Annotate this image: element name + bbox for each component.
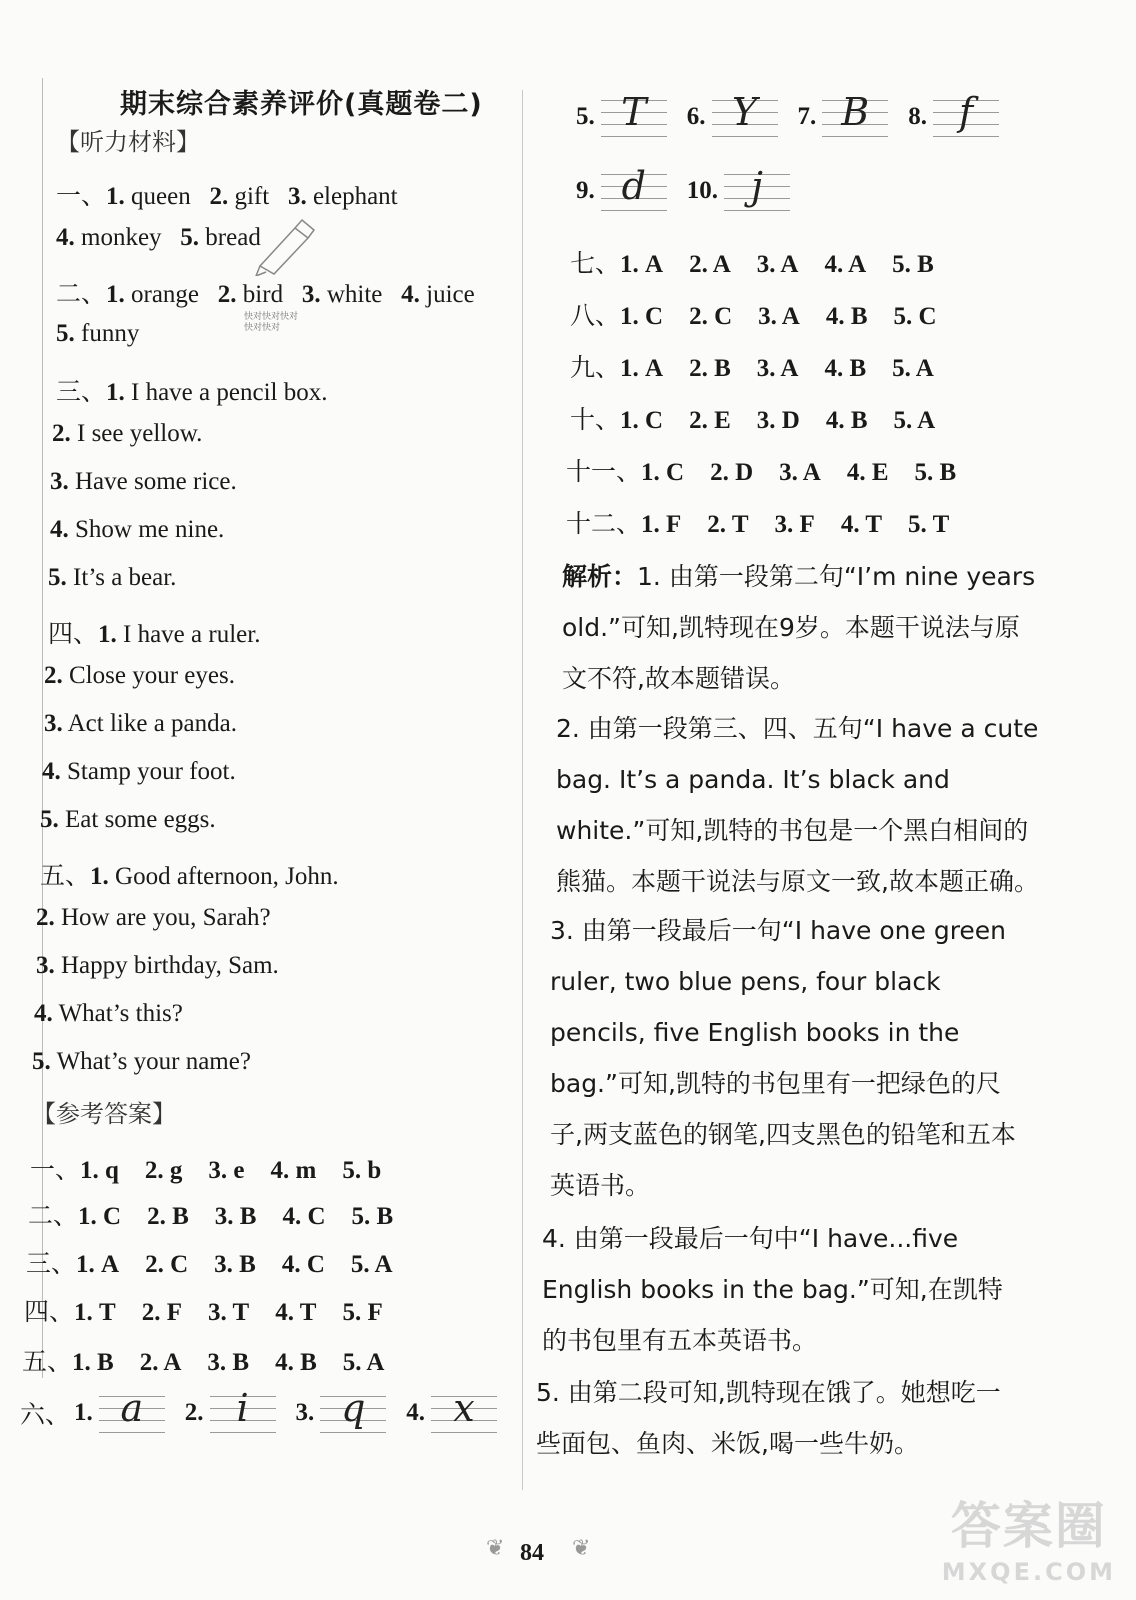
answer-row: 三、1. A 2. C 3. B 4. C 5. A — [26, 1249, 393, 1278]
analysis-paragraph-4: 4. 由第一段最后一句中“I have...five English books in the bag.”可知,在凯特的书包里有五本英语书。 — [542, 1224, 1003, 1355]
answer-row: 十、1. C 2. E 3. D 4. B 5. A — [570, 405, 936, 434]
answer-row: 五、1. B 2. A 3. B 4. B 5. A — [22, 1347, 385, 1376]
listening-row: 2. How are you, Sarah? — [36, 904, 271, 931]
leaf-ornament-icon: ❦ — [486, 1535, 505, 1560]
listening-heading: 【听力材料】 — [56, 128, 200, 156]
pencil-stamp-icon — [250, 216, 320, 276]
listening-row: 5. What’s your name? — [32, 1048, 251, 1075]
listening-row: 4. monkey 5. bread — [56, 224, 261, 251]
answer-row: 十一、1. C 2. D 3. A 4. E 5. B — [566, 457, 957, 486]
leaf-ornament-icon: ❦ — [572, 1535, 591, 1560]
analysis-paragraph-3: 3. 由第一段最后一句“I have one green ruler, two blue pens, four black pencils, five English books in the bag.”可知,凯特的书包里有一把绿色的尺子,两支蓝色的钢笔,四支黑色的铅笔和五本英语书。 — [550, 916, 1016, 1200]
listening-row: 五、1. Good afternoon, John. — [40, 861, 339, 890]
writing-answer-row: 9. d 10. j — [576, 170, 810, 212]
answer-row: 七、1. A 2. A 3. A 4. A 5. B — [570, 249, 934, 278]
analysis-paragraph-5: 5. 由第二段可知,凯特现在饿了。她想吃一些面包、鱼肉、米饭,喝一些牛奶。 — [536, 1378, 1001, 1458]
analysis-paragraph-1: 解析：1. 由第一段第二句“I’m nine years old.”可知,凯特现在9岁。本题干说法与原文不符,故本题错误。 — [562, 562, 1036, 693]
listening-row: 3. Have some rice. — [50, 468, 237, 495]
page-title: 期末综合素养评价(真题卷二) — [120, 89, 483, 120]
stamp-note: 快对快对快对 快对快对 — [244, 312, 299, 333]
answer-row: 一、1. q 2. g 3. e 4. m 5. b — [30, 1155, 382, 1184]
listening-row: 三、1. I have a pencil box. — [56, 377, 328, 406]
answer-row: 二、1. C 2. B 3. B 4. C 5. B — [28, 1201, 394, 1230]
column-divider — [522, 90, 523, 1490]
watermark-logo: 答案圈 MXQE.COM — [941, 1497, 1116, 1586]
answer-row: 四、1. T 2. F 3. T 4. T 5. F — [24, 1297, 383, 1326]
answer-row: 八、1. C 2. C 3. A 4. B 5. C — [570, 301, 937, 330]
listening-row: 3. Happy birthday, Sam. — [36, 952, 279, 979]
writing-answer-row: 5. T 6. Y 7. B 8. f — [576, 96, 1019, 138]
listening-row: 4. What’s this? — [34, 1000, 183, 1027]
writing-answer-row: 六、 1. a 2. i 3. q 4. x — [20, 1392, 517, 1434]
page-number: 84 — [520, 1540, 544, 1566]
listening-row: 3. Act like a panda. — [44, 710, 237, 737]
answers-heading: 【参考答案】 — [32, 1100, 176, 1128]
listening-row: 二、1. orange 2. bird 3. white 4. juice — [56, 279, 475, 308]
listening-row: 5. Eat some eggs. — [40, 806, 216, 833]
listening-row: 4. Stamp your foot. — [42, 758, 236, 785]
listening-row: 四、1. I have a ruler. — [48, 619, 261, 648]
listening-row: 2. Close your eyes. — [44, 662, 235, 689]
answer-row: 十二、1. F 2. T 3. F 4. T 5. T — [566, 509, 950, 538]
listening-row: 5. It’s a bear. — [48, 564, 177, 591]
listening-row: 4. Show me nine. — [50, 516, 225, 543]
analysis-paragraph-2: 2. 由第一段第三、四、五句“I have a cute bag. It’s a panda. It’s black and white.”可知,凯特的书包是一个黑白相间的熊猫。本题干说法与原文一致,故本题正确。 — [556, 714, 1039, 896]
listening-row: 一、1. queen 2. gift 3. elephant — [56, 181, 398, 210]
listening-row: 5. funny — [56, 320, 140, 347]
answer-row: 九、1. A 2. B 3. A 4. B 5. A — [570, 353, 934, 382]
listening-row: 2. I see yellow. — [52, 420, 203, 447]
